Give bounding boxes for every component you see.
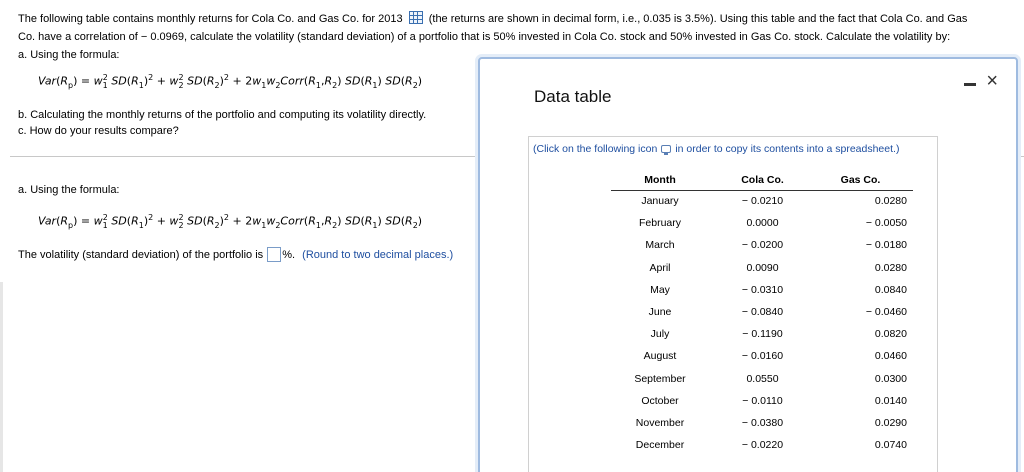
table-row xyxy=(611,345,913,367)
cell-month: November xyxy=(635,416,685,429)
column-header-gas: Gas Co. xyxy=(808,171,913,190)
returns-table xyxy=(611,171,913,456)
cell-month: January xyxy=(641,195,679,208)
cell-gas: 0.0740 xyxy=(874,439,907,452)
cell-month: August xyxy=(643,350,677,363)
cell-gas: − 0.0050 xyxy=(865,217,907,230)
volatility-answer-input[interactable] xyxy=(267,247,281,262)
answer-heading: a. Using the formula: xyxy=(18,184,120,196)
cell-gas: 0.0280 xyxy=(874,195,907,208)
part-b: b. Calculating the monthly returns of the portfolio and computing its volatility directly. xyxy=(18,109,427,121)
cell-cola: − 0.0110 xyxy=(742,394,783,407)
table-row xyxy=(611,301,913,323)
cell-month: October xyxy=(641,394,679,407)
column-header-month: Month xyxy=(611,171,709,190)
cell-cola: − 0.0840 xyxy=(741,306,784,319)
problem-line-1: The following table contains monthly returns for Cola Co. and Gas Co. for 2013 (the returns are shown in decimal form, i.e., 0.035 is 3.5%). Using this table and the fact that Cola Co. and Gas xyxy=(18,13,968,25)
cell-cola: 0.0090 xyxy=(746,261,779,274)
cell-month: July xyxy=(650,328,670,341)
cell-month: May xyxy=(650,283,670,296)
cell-month: September xyxy=(634,372,686,385)
cell-month: February xyxy=(638,217,681,230)
table-row xyxy=(611,190,913,212)
left-frame-edge xyxy=(0,282,3,472)
part-c: c. How do your results compare? xyxy=(18,125,179,137)
minimize-icon[interactable] xyxy=(964,83,976,86)
cell-gas: 0.0140 xyxy=(874,394,907,407)
formula-answer: $Var(R_p) = w_1^2$ $SD(R_1)^2 + w_2^2$ $SD(R_2)^2$ + $2w_1w_2Corr(R_1,R_2)$ $SD(R_1)$ $SD(R_2)$ xyxy=(38,213,423,230)
cell-month: December xyxy=(635,439,685,452)
cell-cola: − 0.0210 xyxy=(741,195,784,208)
dialog-title: Data table xyxy=(534,87,612,106)
close-icon[interactable]: × xyxy=(986,70,998,92)
table-row xyxy=(611,212,913,234)
table-row xyxy=(611,323,913,345)
copy-icon[interactable] xyxy=(661,145,671,153)
cell-gas: 0.0300 xyxy=(874,372,907,385)
cell-cola: − 0.0200 xyxy=(741,239,784,252)
rounding-hint: (Round to two decimal places.) xyxy=(302,249,454,261)
table-row xyxy=(611,412,913,434)
column-header-cola: Cola Co. xyxy=(709,171,808,190)
cell-gas: − 0.0180 xyxy=(865,239,907,252)
cell-cola: 0.0000 xyxy=(746,217,779,230)
cell-cola: − 0.0220 xyxy=(741,439,784,452)
table-row xyxy=(611,279,913,301)
parts-b-c xyxy=(18,107,426,139)
answer-line: The volatility (standard deviation) of the portfolio is %. (Round to two decimal places.) xyxy=(18,249,454,261)
cell-gas: − 0.0460 xyxy=(865,306,907,319)
table-row xyxy=(611,390,913,412)
table-row xyxy=(611,257,913,279)
cell-gas: 0.0280 xyxy=(874,261,907,274)
table-header-row xyxy=(611,171,913,190)
cell-gas: 0.0290 xyxy=(874,416,907,429)
cell-gas: 0.0840 xyxy=(874,283,907,296)
table-row xyxy=(611,434,913,456)
table-row xyxy=(611,234,913,256)
divider xyxy=(10,156,480,157)
cell-gas: 0.0460 xyxy=(874,350,907,363)
table-grid-icon[interactable] xyxy=(409,11,423,24)
formula-top: $Var(R_p) = w_1^2$ $SD(R_1)^2 + w_2^2$ $SD(R_2)^2$ + $2w_1w_2Corr(R_1,R_2)$ $SD(R_1)$ $SD(R_2)$ xyxy=(38,73,423,90)
cell-gas: 0.0820 xyxy=(874,328,907,341)
cell-cola: − 0.0160 xyxy=(741,350,784,363)
cell-month: June xyxy=(648,306,672,319)
data-table-dialog xyxy=(478,57,1018,472)
problem-line-3: a. Using the formula: xyxy=(18,49,120,61)
table-row xyxy=(611,368,913,390)
cell-cola: − 0.1190 xyxy=(742,328,783,341)
cell-cola: − 0.0310 xyxy=(741,283,784,296)
problem-line-2: Co. have a correlation of − 0.0969, calculate the volatility (standard deviation) of a portfolio that is 50% invested in Cola Co. stock and 50% invested in Gas Co. stock. Calculate the volatility by: xyxy=(18,31,951,43)
copy-note: (Click on the following icon in order to copy its contents into a spreadsheet.) xyxy=(533,143,900,155)
cell-month: April xyxy=(649,261,671,274)
cell-month: March xyxy=(645,239,675,252)
problem-statement xyxy=(18,10,1018,64)
data-panel xyxy=(528,136,938,472)
cell-cola: − 0.0380 xyxy=(741,416,784,429)
cell-cola: 0.0550 xyxy=(746,372,779,385)
